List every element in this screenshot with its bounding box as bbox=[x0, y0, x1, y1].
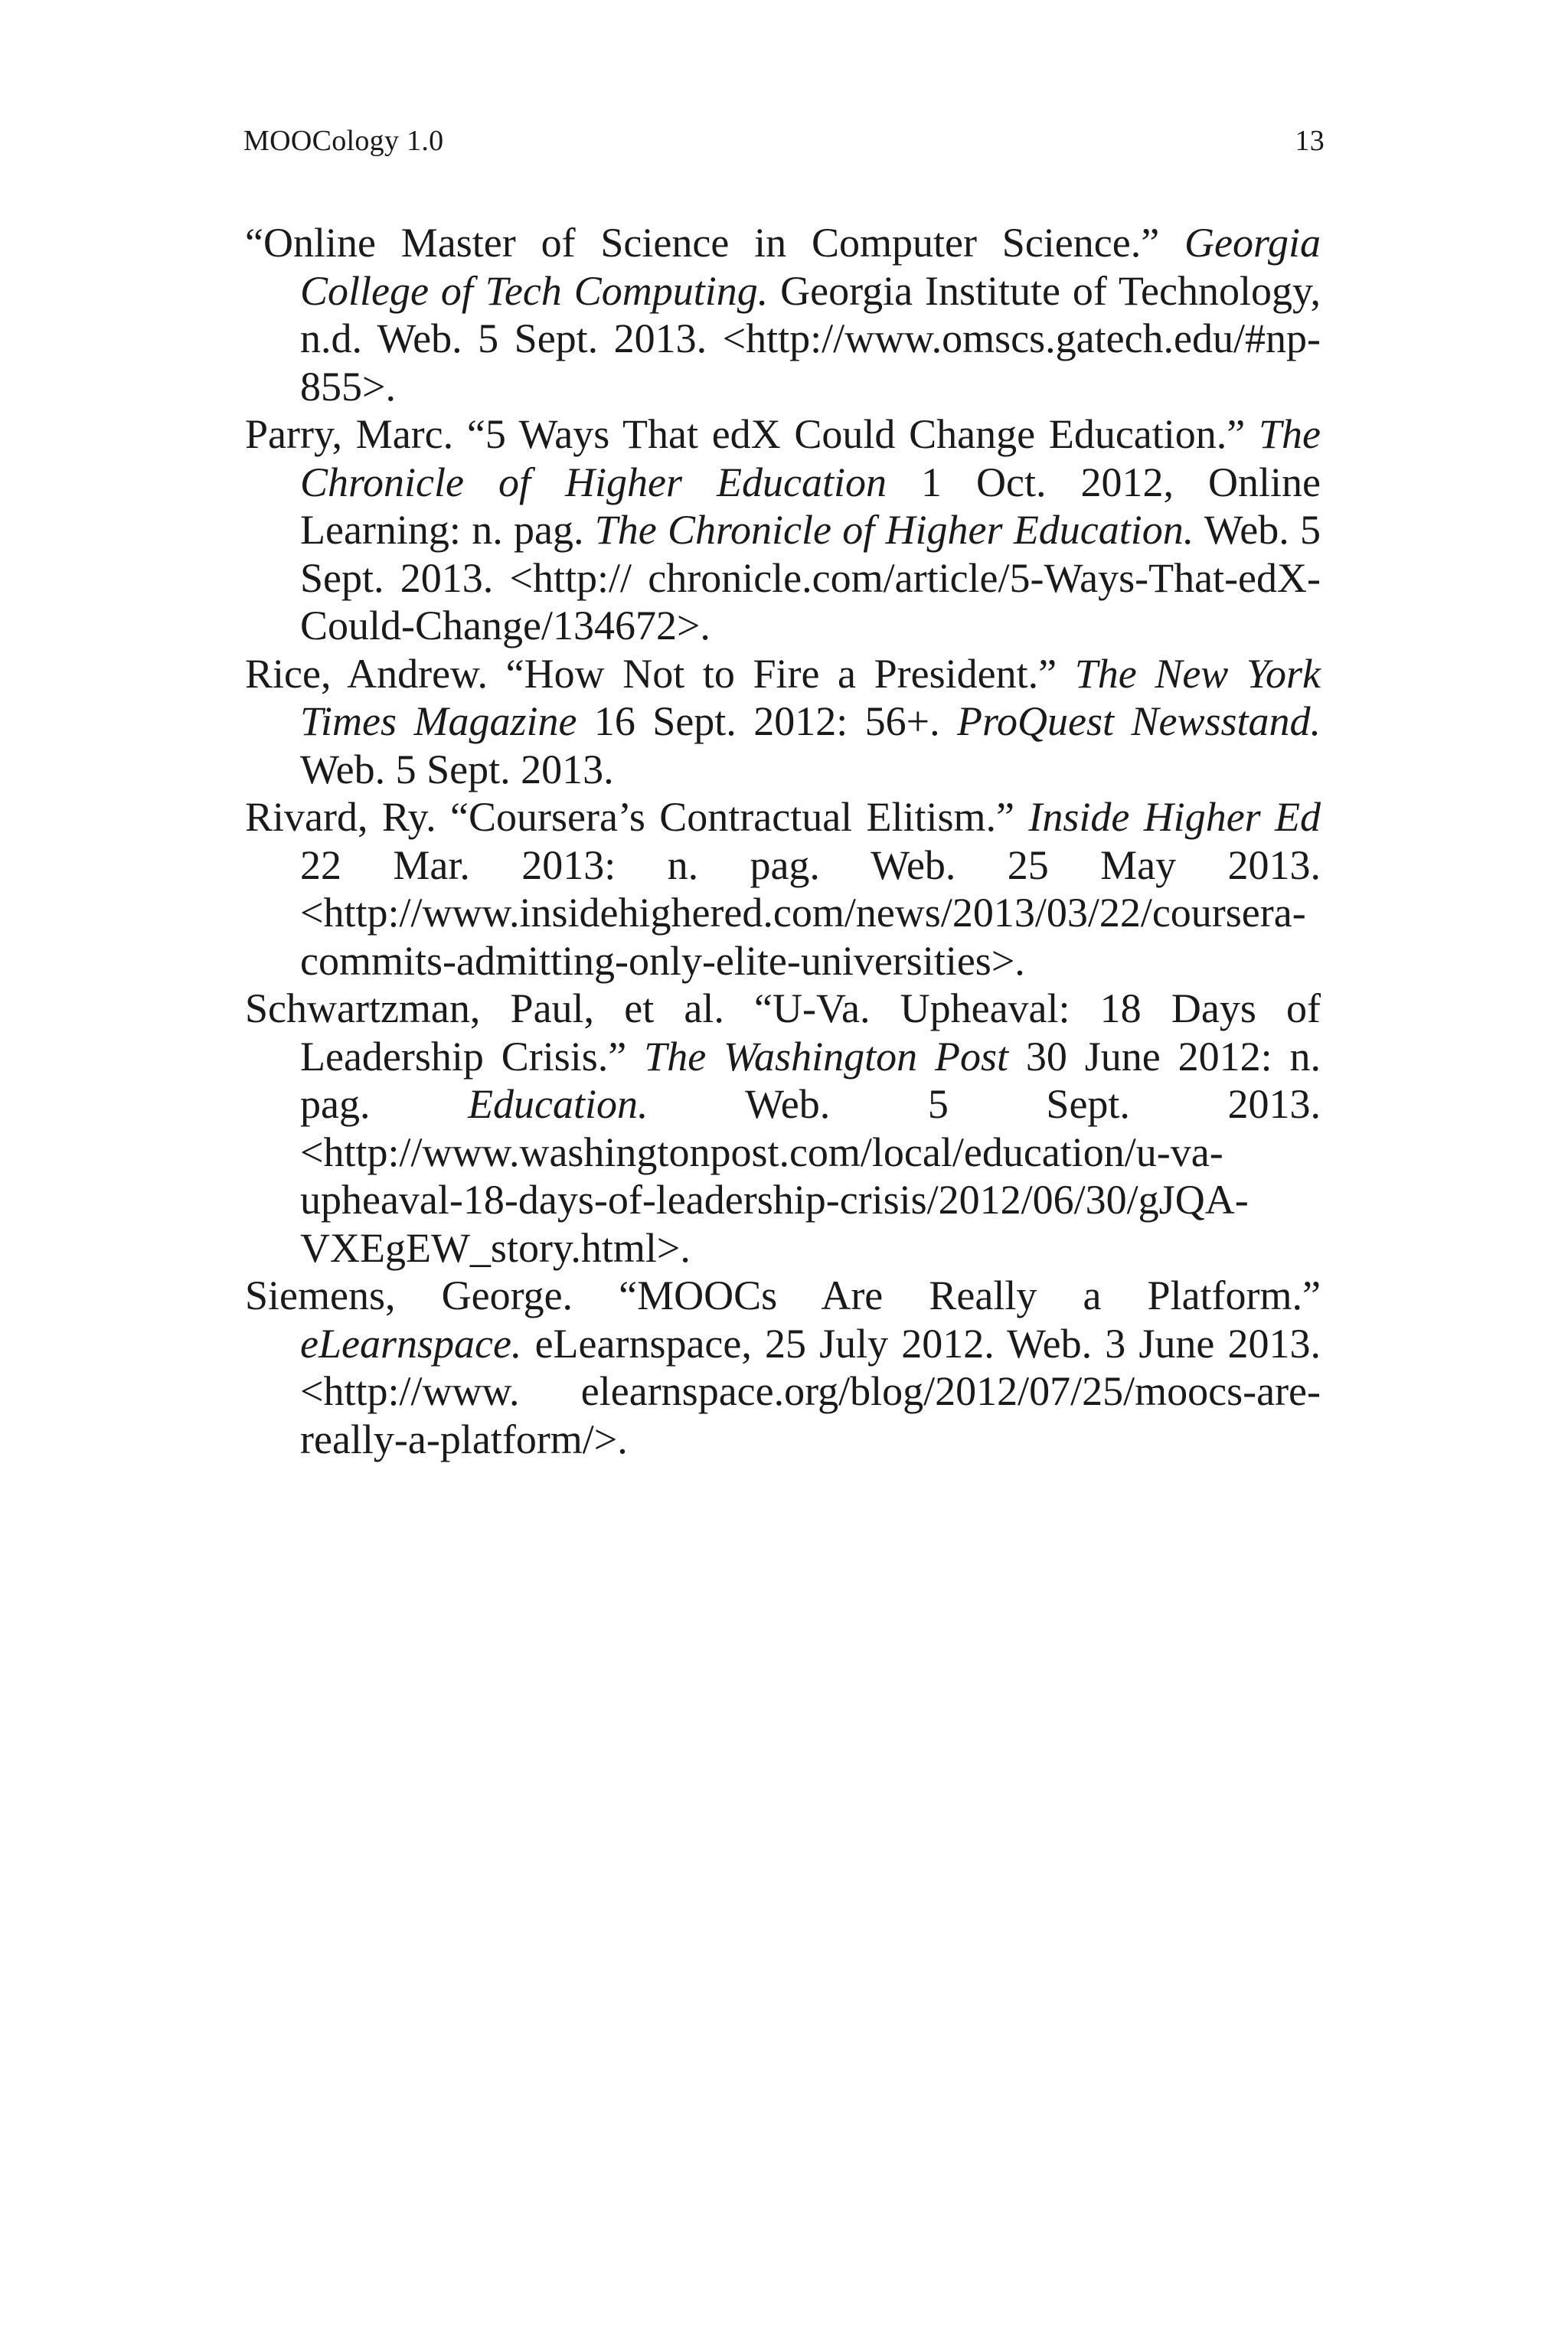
reference-text: Schwartzman, Paul, et al. “U-Va. Upheaval: 18 Days of Leadership Crisis.” bbox=[245, 985, 1321, 1080]
reference-title-italic: The Chronicle of Higher Education bbox=[300, 411, 1321, 505]
reference-text: 22 Mar. 2013: n. pag. Web. 25 May 2013. <http://www.insidehighered.com/news/2013/03/22/coursera-commits-admitting-only-elite-universities>. bbox=[300, 841, 1321, 984]
reference-entry bbox=[245, 650, 1321, 794]
reference-text: eLearnspace, 25 July 2012. Web. 3 June 2013. <http://www. elearnspace.org/blog/2012/07/25/moocs-are-really-a-platform/>. bbox=[300, 1320, 1321, 1462]
reference-title-italic: Education. bbox=[468, 1081, 648, 1127]
reference-entry bbox=[245, 1272, 1321, 1463]
reference-text: Rice, Andrew. “How Not to Fire a President.” bbox=[245, 650, 1075, 697]
reference-title-italic: The New York Times Magazine bbox=[300, 650, 1321, 744]
running-head bbox=[243, 124, 1325, 170]
reference-text: Georgia Institute of Technology, n.d. Web. 5 Sept. 2013. <http://www.omscs.gatech.edu/#np-855>. bbox=[300, 267, 1321, 410]
reference-entry bbox=[245, 985, 1321, 1272]
reference-title-italic: eLearnspace. bbox=[300, 1320, 522, 1367]
works-cited-list bbox=[245, 219, 1321, 1463]
reference-entry bbox=[245, 793, 1321, 985]
reference-text: 16 Sept. 2012: 56+. bbox=[577, 698, 958, 744]
reference-title-italic: Georgia College of Tech Computing. bbox=[300, 220, 1321, 314]
reference-entry bbox=[245, 410, 1321, 650]
running-title: MOOCology 1.0 bbox=[243, 125, 444, 157]
reference-text: “Online Master of Science in Computer Science.” bbox=[245, 220, 1185, 266]
reference-text: Rivard, Ry. “Coursera’s Contractual Elitism.” bbox=[245, 794, 1029, 840]
reference-text: Web. 5 Sept. 2013. bbox=[300, 746, 614, 792]
reference-text: 1 Oct. 2012, Online Learning: n. pag. bbox=[300, 459, 1321, 553]
reference-title-italic: The Chronicle of Higher Education. bbox=[594, 507, 1194, 553]
reference-title-italic: Inside Higher Ed bbox=[1028, 794, 1321, 840]
reference-text: Web. 5 Sept. 2013. <http:// chronicle.com/article/5-Ways-That-edX-Could-Change/134672>. bbox=[300, 507, 1321, 648]
reference-title-italic: The Washington Post bbox=[644, 1033, 1008, 1080]
reference-text: Web. 5 Sept. 2013. <http://www.washingtonpost.com/local/education/u-va-upheaval-18-days-of-leadership-crisis/2012/06/30/gJQAVXEgEW_story.html>. bbox=[300, 1081, 1321, 1271]
reference-title-italic: ProQuest Newsstand. bbox=[957, 698, 1321, 744]
page-number: 13 bbox=[1295, 125, 1325, 157]
reference-text: Siemens, George. “MOOCs Are Really a Platform.” bbox=[245, 1272, 1321, 1318]
reference-entry bbox=[245, 219, 1321, 410]
reference-text: 30 June 2012: n. pag. bbox=[300, 1033, 1321, 1127]
reference-text: Parry, Marc. “5 Ways That edX Could Change Education.” bbox=[245, 411, 1259, 457]
